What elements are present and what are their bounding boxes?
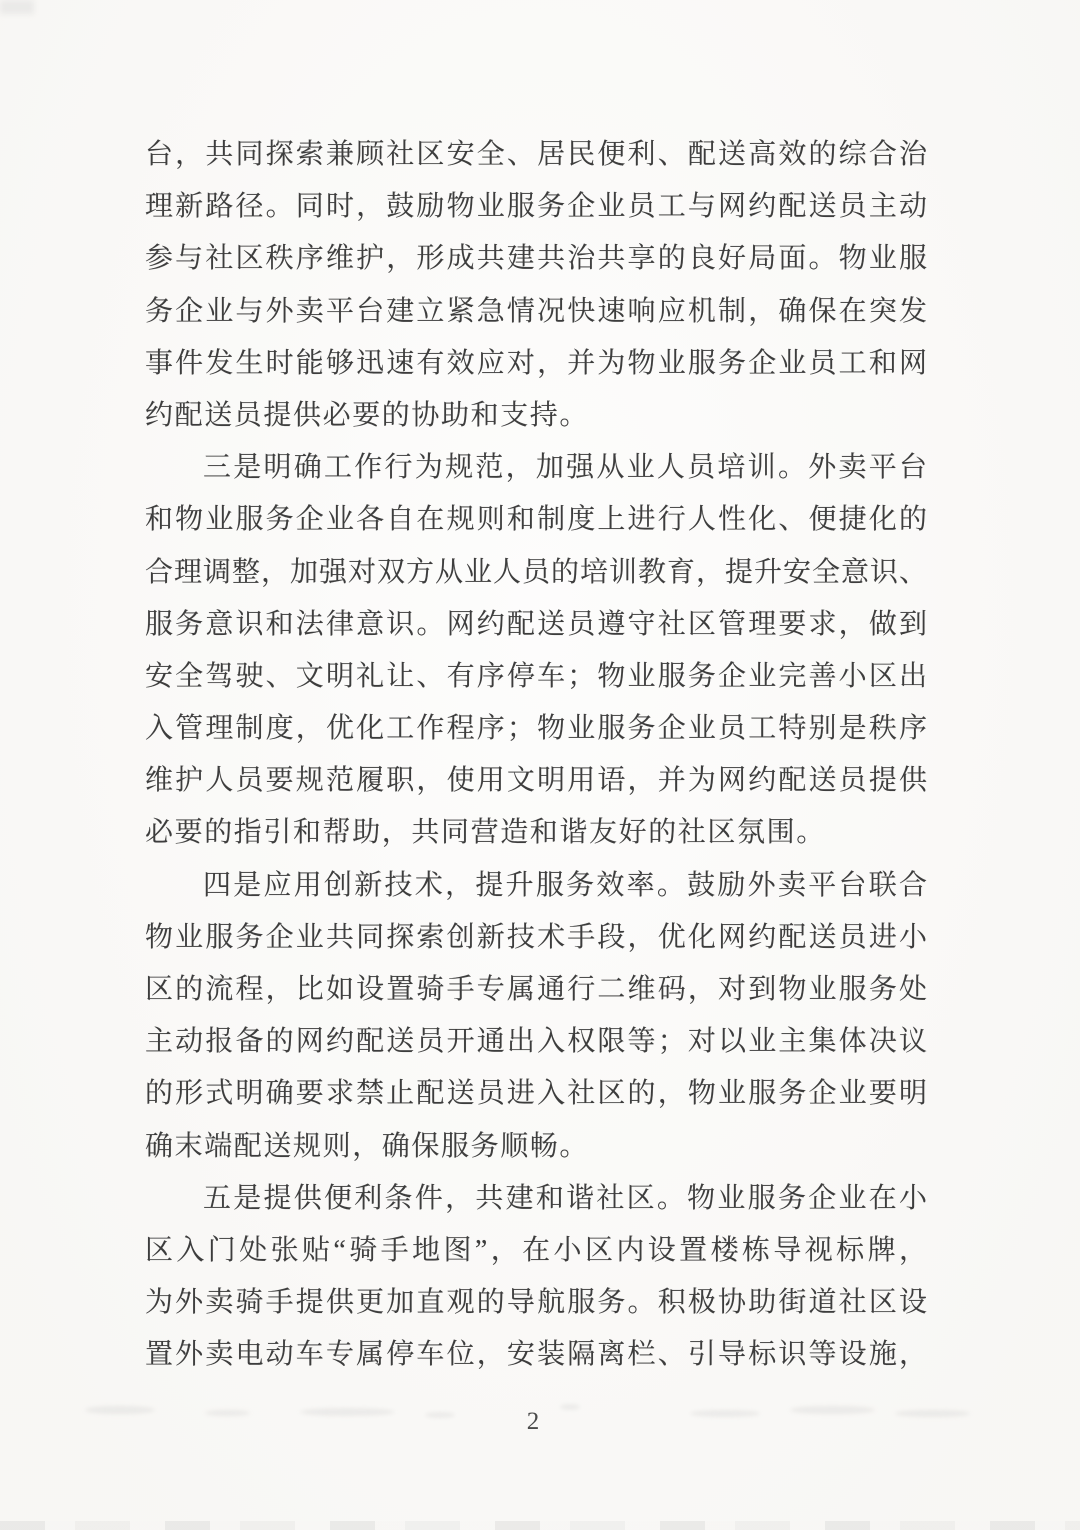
- text-line: 的形式明确要求禁止配送员进入社区的，物业服务企业要明: [145, 1078, 927, 1110]
- text-line: 必要的指引和帮助，共同营造和谐友好的社区氛围。: [145, 817, 826, 849]
- scan-corner-artifact: [0, 0, 34, 14]
- text-line: 安全驾驶、文明礼让、有序停车；物业服务企业完善小区出: [145, 660, 927, 692]
- text-line: 约配送员提供必要的协助和支持。: [145, 399, 590, 431]
- text-line: 务企业与外卖平台建立紧急情况快速响应机制，确保在突发: [145, 295, 927, 327]
- text-line: 入管理制度，优化工作程序；物业服务企业员工特别是秩序: [145, 713, 927, 745]
- page-footer: [0, 1408, 1066, 1436]
- text-line: 确末端配送规则，确保服务顺畅。: [145, 1130, 590, 1162]
- text-line: 参与社区秩序维护，形成共建共治共享的良好局面。物业服: [145, 243, 927, 275]
- text-line: 事件发生时能够迅速有效应对，并为物业服务企业员工和网: [145, 347, 927, 379]
- body-text: [145, 129, 927, 1382]
- text-line: 置外卖电动车专属停车位，安装隔离栏、引导标识等设施，: [145, 1339, 927, 1371]
- text-line: 物业服务企业共同探索创新技术手段，优化网约配送员进小: [145, 921, 927, 953]
- text-line: 为外卖骑手提供更加直观的导航服务。积极协助街道社区设: [145, 1287, 927, 1319]
- text-line: 合理调整，加强对双方从业人员的培训教育，提升安全意识、: [145, 556, 927, 588]
- text-line: 三是明确工作行为规范，加强从业人员培训。外卖平台: [203, 452, 927, 484]
- text-line: 主动报备的网约配送员开通出入权限等；对以业主集体决议: [145, 1026, 927, 1058]
- text-line: 维护人员要规范履职，使用文明用语，并为网约配送员提供: [145, 765, 927, 797]
- text-line: 服务意识和法律意识。网约配送员遵守社区管理要求，做到: [145, 608, 927, 640]
- text-line: 理新路径。同时，鼓励物业服务企业员工与网约配送员主动: [145, 191, 927, 223]
- text-line: 区入门处张贴“骑手地图”，在小区内设置楼栋导视标牌，: [145, 1234, 927, 1266]
- text-line: 和物业服务企业各自在规则和制度上进行人性化、便捷化的: [145, 504, 927, 536]
- scan-edge-artifact: [0, 1521, 1080, 1530]
- text-line: 四是应用创新技术，提升服务效率。鼓励外卖平台联合: [203, 869, 927, 901]
- text-line: 五是提供便利条件，共建和谐社区。物业服务企业在小: [203, 1182, 927, 1214]
- text-line: 台，共同探索兼顾社区安全、居民便利、配送高效的综合治: [145, 139, 927, 170]
- text-line: 区的流程，比如设置骑手专属通行二维码，对到物业服务处: [145, 974, 927, 1005]
- page-number: 2: [526, 1408, 540, 1435]
